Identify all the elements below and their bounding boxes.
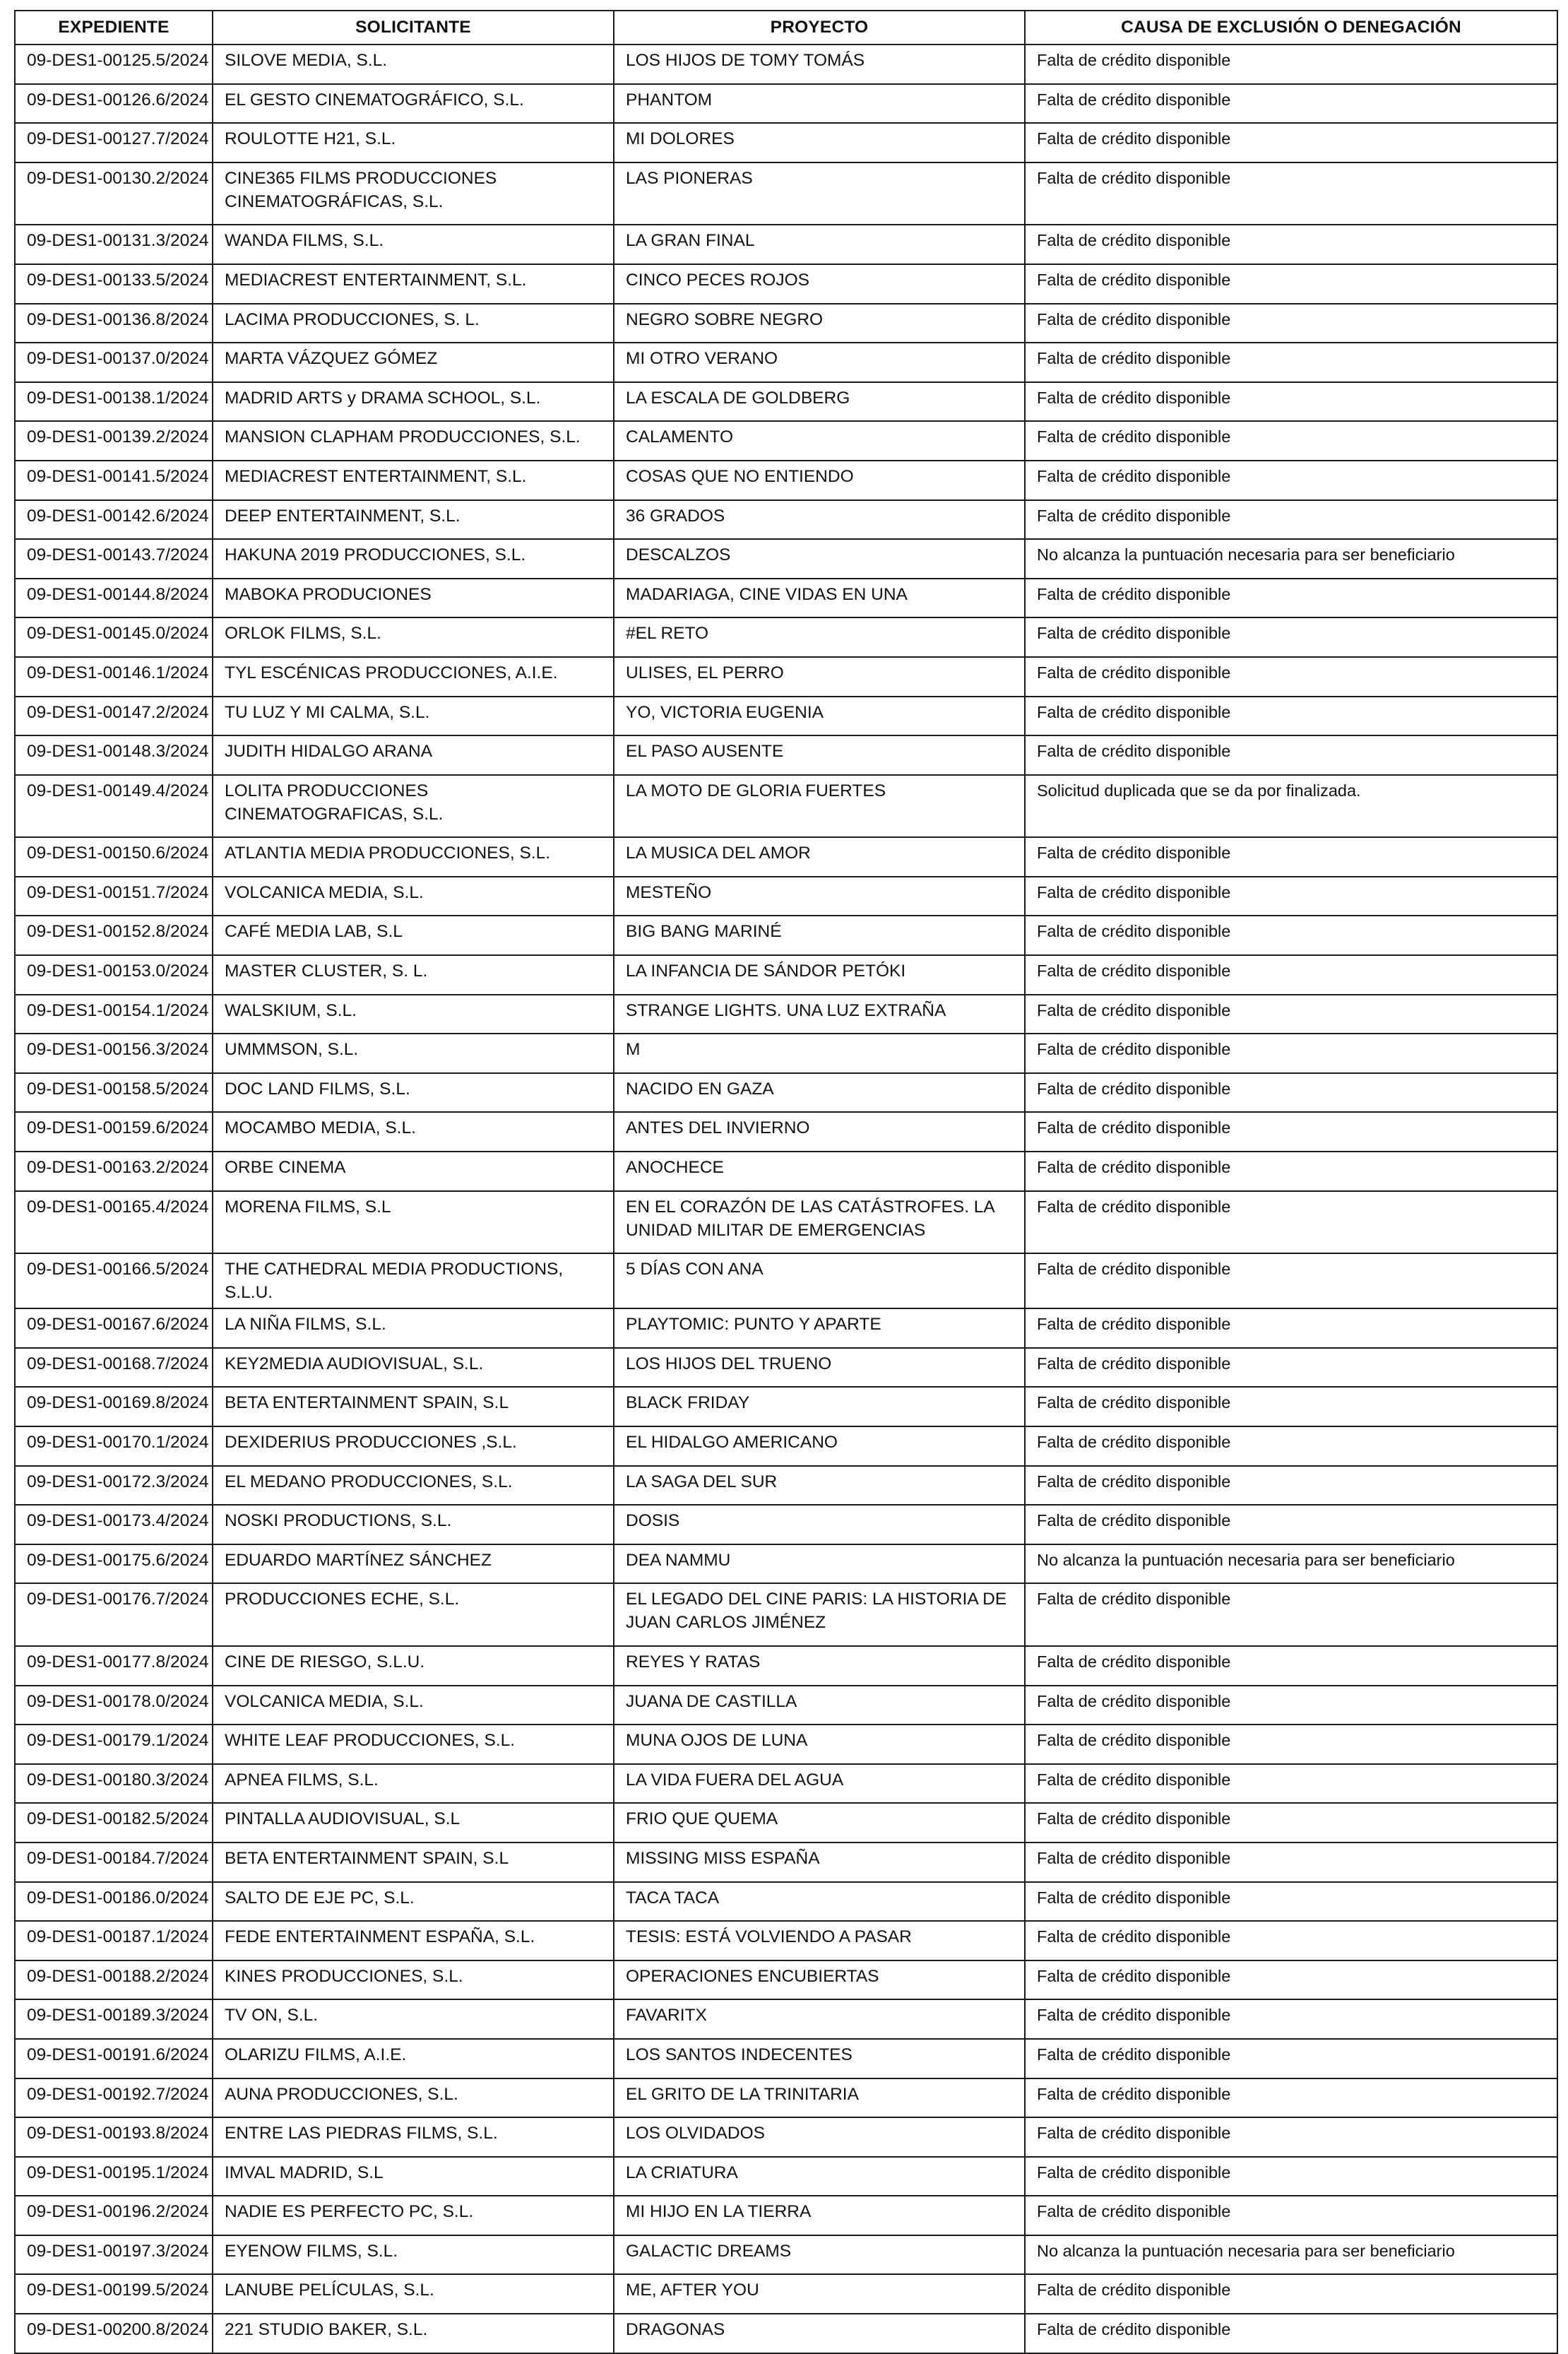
cell-solicitante: LOLITA PRODUCCIONES CINEMATOGRAFICAS, S.L. [213,775,614,838]
table-row [15,1505,1557,1544]
cell-solicitante: EL MEDANO PRODUCCIONES, S.L. [213,1466,614,1506]
cell-solicitante: MABOKA PRODUCIONES [213,579,614,618]
cell-proyecto: DEA NAMMU [614,1544,1025,1584]
cell-proyecto: YO, VICTORIA EUGENIA [614,697,1025,736]
cell-causa: Falta de crédito disponible [1025,304,1557,343]
cell-proyecto: LA GRAN FINAL [614,225,1025,264]
cell-expediente: 09-DES1-00200.8/2024 [15,2314,213,2353]
cell-proyecto: GALACTIC DREAMS [614,2235,1025,2275]
cell-solicitante: NADIE ES PERFECTO PC, S.L. [213,2196,614,2235]
cell-causa: Falta de crédito disponible [1025,1999,1557,2039]
table-row [15,343,1557,382]
table-row [15,461,1557,500]
cell-solicitante: EDUARDO MARTÍNEZ SÁNCHEZ [213,1544,614,1584]
cell-causa: Falta de crédito disponible [1025,461,1557,500]
cell-causa: Falta de crédito disponible [1025,1152,1557,1191]
cell-expediente: 09-DES1-00177.8/2024 [15,1646,213,1686]
cell-causa: Falta de crédito disponible [1025,657,1557,697]
cell-causa: Falta de crédito disponible [1025,500,1557,540]
cell-proyecto: MUNA OJOS DE LUNA [614,1725,1025,1764]
table-row [15,2039,1557,2078]
table-row [15,162,1557,225]
cell-expediente: 09-DES1-00146.1/2024 [15,657,213,697]
cell-proyecto: CINCO PECES ROJOS [614,264,1025,304]
cell-proyecto: MESTEÑO [614,877,1025,916]
table-row [15,775,1557,838]
cell-causa: Falta de crédito disponible [1025,735,1557,775]
cell-proyecto: LA ESCALA DE GOLDBERG [614,382,1025,422]
cell-proyecto: NACIDO EN GAZA [614,1073,1025,1113]
table-row [15,1725,1557,1764]
cell-expediente: 09-DES1-00149.4/2024 [15,775,213,838]
cell-proyecto: LAS PIONERAS [614,162,1025,225]
table-row [15,657,1557,697]
cell-causa: Falta de crédito disponible [1025,1725,1557,1764]
cell-proyecto: LA CRIATURA [614,2157,1025,2196]
table-row [15,1112,1557,1152]
cell-proyecto: CALAMENTO [614,421,1025,461]
cell-proyecto: LOS HIJOS DE TOMY TOMÁS [614,45,1025,84]
cell-expediente: 09-DES1-00133.5/2024 [15,264,213,304]
table-header [15,11,1557,45]
cell-solicitante: SILOVE MEDIA, S.L. [213,45,614,84]
table-row [15,2196,1557,2235]
table-row [15,421,1557,461]
table-row [15,1348,1557,1388]
table-row [15,1308,1557,1348]
cell-solicitante: AUNA PRODUCCIONES, S.L. [213,2078,614,2118]
cell-causa: Falta de crédito disponible [1025,1764,1557,1804]
cell-solicitante: MASTER CLUSTER, S. L. [213,955,614,995]
cell-proyecto: LA SAGA DEL SUR [614,1466,1025,1506]
cell-causa: Solicitud duplicada que se da por finalizada. [1025,775,1557,838]
cell-causa: Falta de crédito disponible [1025,697,1557,736]
cell-causa: Falta de crédito disponible [1025,1387,1557,1426]
table-row [15,1583,1557,1646]
cell-solicitante: OLARIZU FILMS, A.I.E. [213,2039,614,2078]
cell-causa: No alcanza la puntuación necesaria para ser beneficiario [1025,2235,1557,2275]
cell-solicitante: BETA ENTERTAINMENT SPAIN, S.L [213,1843,614,1882]
cell-proyecto: JUANA DE CASTILLA [614,1686,1025,1725]
table-row [15,1646,1557,1686]
cell-causa: Falta de crédito disponible [1025,877,1557,916]
table-row [15,2157,1557,2196]
cell-proyecto: EL GRITO DE LA TRINITARIA [614,2078,1025,2118]
cell-expediente: 09-DES1-00166.5/2024 [15,1253,213,1308]
cell-expediente: 09-DES1-00176.7/2024 [15,1583,213,1646]
cell-causa: Falta de crédito disponible [1025,382,1557,422]
cell-causa: Falta de crédito disponible [1025,1882,1557,1922]
table-row [15,304,1557,343]
cell-causa: Falta de crédito disponible [1025,1348,1557,1388]
cell-causa: Falta de crédito disponible [1025,45,1557,84]
header-solicitante: SOLICITANTE [213,11,614,45]
cell-expediente: 09-DES1-00138.1/2024 [15,382,213,422]
cell-solicitante: MADRID ARTS y DRAMA SCHOOL, S.L. [213,382,614,422]
cell-proyecto: EN EL CORAZÓN DE LAS CATÁSTROFES. LA UNIDAD MILITAR DE EMERGENCIAS [614,1191,1025,1254]
cell-causa: Falta de crédito disponible [1025,1505,1557,1544]
cell-proyecto: 36 GRADOS [614,500,1025,540]
table-row [15,2274,1557,2314]
cell-solicitante: VOLCANICA MEDIA, S.L. [213,1686,614,1725]
cell-proyecto: BLACK FRIDAY [614,1387,1025,1426]
cell-expediente: 09-DES1-00175.6/2024 [15,1544,213,1584]
cell-causa: Falta de crédito disponible [1025,225,1557,264]
cell-solicitante: KINES PRODUCCIONES, S.L. [213,1960,614,2000]
table-row [15,837,1557,877]
table-row [15,1034,1557,1073]
table-row [15,2314,1557,2353]
cell-proyecto: OPERACIONES ENCUBIERTAS [614,1960,1025,2000]
table-row [15,916,1557,955]
cell-causa: Falta de crédito disponible [1025,84,1557,124]
table-row [15,995,1557,1034]
cell-expediente: 09-DES1-00159.6/2024 [15,1112,213,1152]
cell-expediente: 09-DES1-00154.1/2024 [15,995,213,1034]
cell-causa: Falta de crédito disponible [1025,955,1557,995]
cell-expediente: 09-DES1-00147.2/2024 [15,697,213,736]
table-row [15,1253,1557,1308]
cell-causa: Falta de crédito disponible [1025,1466,1557,1506]
cell-solicitante: MOCAMBO MEDIA, S.L. [213,1112,614,1152]
cell-causa: Falta de crédito disponible [1025,837,1557,877]
cell-expediente: 09-DES1-00130.2/2024 [15,162,213,225]
cell-solicitante: FEDE ENTERTAINMENT ESPAÑA, S.L. [213,1921,614,1960]
cell-proyecto: MI HIJO EN LA TIERRA [614,2196,1025,2235]
table-row [15,45,1557,84]
cell-proyecto: PHANTOM [614,84,1025,124]
cell-expediente: 09-DES1-00148.3/2024 [15,735,213,775]
cell-causa: Falta de crédito disponible [1025,1112,1557,1152]
cell-solicitante: ROULOTTE H21, S.L. [213,123,614,162]
cell-expediente: 09-DES1-00191.6/2024 [15,2039,213,2078]
cell-expediente: 09-DES1-00173.4/2024 [15,1505,213,1544]
cell-causa: Falta de crédito disponible [1025,995,1557,1034]
cell-causa: Falta de crédito disponible [1025,1843,1557,1882]
cell-expediente: 09-DES1-00196.2/2024 [15,2196,213,2235]
cell-proyecto: TACA TACA [614,1882,1025,1922]
cell-causa: Falta de crédito disponible [1025,1803,1557,1843]
cell-causa: Falta de crédito disponible [1025,123,1557,162]
cell-solicitante: MANSION CLAPHAM PRODUCCIONES, S.L. [213,421,614,461]
cell-solicitante: KEY2MEDIA AUDIOVISUAL, S.L. [213,1348,614,1388]
cell-proyecto: TESIS: ESTÁ VOLVIENDO A PASAR [614,1921,1025,1960]
cell-causa: Falta de crédito disponible [1025,2314,1557,2353]
cell-causa: Falta de crédito disponible [1025,1308,1557,1348]
cell-causa: No alcanza la puntuación necesaria para ser beneficiario [1025,1544,1557,1584]
table-row [15,1387,1557,1426]
cell-expediente: 09-DES1-00131.3/2024 [15,225,213,264]
cell-proyecto: STRANGE LIGHTS. UNA LUZ EXTRAÑA [614,995,1025,1034]
cell-solicitante: BETA ENTERTAINMENT SPAIN, S.L [213,1387,614,1426]
cell-expediente: 09-DES1-00167.6/2024 [15,1308,213,1348]
cell-expediente: 09-DES1-00136.8/2024 [15,304,213,343]
cell-solicitante: MEDIACREST ENTERTAINMENT, S.L. [213,461,614,500]
table-row [15,1882,1557,1922]
table-row [15,1073,1557,1113]
cell-proyecto: MISSING MISS ESPAÑA [614,1843,1025,1882]
cell-causa: Falta de crédito disponible [1025,2274,1557,2314]
cell-solicitante: WANDA FILMS, S.L. [213,225,614,264]
cell-solicitante: WHITE LEAF PRODUCCIONES, S.L. [213,1725,614,1764]
cell-causa: Falta de crédito disponible [1025,421,1557,461]
cell-expediente: 09-DES1-00180.3/2024 [15,1764,213,1804]
cell-proyecto: REYES Y RATAS [614,1646,1025,1686]
cell-expediente: 09-DES1-00182.5/2024 [15,1803,213,1843]
cell-proyecto: ULISES, EL PERRO [614,657,1025,697]
cell-solicitante: CINE365 FILMS PRODUCCIONES CINEMATOGRÁFICAS, S.L. [213,162,614,225]
cell-proyecto: 5 DÍAS CON ANA [614,1253,1025,1308]
cell-causa: Falta de crédito disponible [1025,1426,1557,1466]
cell-expediente: 09-DES1-00184.7/2024 [15,1843,213,1882]
cell-solicitante: ORLOK FILMS, S.L. [213,617,614,657]
cell-solicitante: JUDITH HIDALGO ARANA [213,735,614,775]
cell-expediente: 09-DES1-00168.7/2024 [15,1348,213,1388]
table-row [15,1191,1557,1254]
cell-solicitante: ENTRE LAS PIEDRAS FILMS, S.L. [213,2117,614,2157]
table-row [15,1803,1557,1843]
cell-proyecto: M [614,1034,1025,1073]
cell-expediente: 09-DES1-00178.0/2024 [15,1686,213,1725]
table-row [15,735,1557,775]
cell-solicitante: DEXIDERIUS PRODUCCIONES ,S.L. [213,1426,614,1466]
cell-proyecto: LA MOTO DE GLORIA FUERTES [614,775,1025,838]
cell-solicitante: WALSKIUM, S.L. [213,995,614,1034]
cell-expediente: 09-DES1-00152.8/2024 [15,916,213,955]
cell-solicitante: 221 STUDIO BAKER, S.L. [213,2314,614,2353]
cell-solicitante: CINE DE RIESGO, S.L.U. [213,1646,614,1686]
cell-solicitante: MORENA FILMS, S.L [213,1191,614,1254]
cell-expediente: 09-DES1-00156.3/2024 [15,1034,213,1073]
cell-solicitante: ORBE CINEMA [213,1152,614,1191]
table-row [15,1466,1557,1506]
cell-solicitante: LA NIÑA FILMS, S.L. [213,1308,614,1348]
cell-causa: Falta de crédito disponible [1025,916,1557,955]
cell-proyecto: ANOCHECE [614,1152,1025,1191]
cell-causa: Falta de crédito disponible [1025,1921,1557,1960]
cell-proyecto: FAVARITX [614,1999,1025,2039]
cell-proyecto: ME, AFTER YOU [614,2274,1025,2314]
cell-solicitante: APNEA FILMS, S.L. [213,1764,614,1804]
cell-solicitante: DEEP ENTERTAINMENT, S.L. [213,500,614,540]
cell-causa: Falta de crédito disponible [1025,162,1557,225]
cell-expediente: 09-DES1-00127.7/2024 [15,123,213,162]
cell-solicitante: NOSKI PRODUCTIONS, S.L. [213,1505,614,1544]
cell-expediente: 09-DES1-00142.6/2024 [15,500,213,540]
cell-proyecto: LA INFANCIA DE SÁNDOR PETÓKI [614,955,1025,995]
table-row [15,1843,1557,1882]
cell-solicitante: EL GESTO CINEMATOGRÁFICO, S.L. [213,84,614,124]
cell-solicitante: UMMMSON, S.L. [213,1034,614,1073]
cell-proyecto: LA VIDA FUERA DEL AGUA [614,1764,1025,1804]
cell-causa: Falta de crédito disponible [1025,1646,1557,1686]
cell-causa: Falta de crédito disponible [1025,2078,1557,2118]
cell-proyecto: DOSIS [614,1505,1025,1544]
exclusion-table [14,10,1558,2354]
table-row [15,2117,1557,2157]
cell-proyecto: EL LEGADO DEL CINE PARIS: LA HISTORIA DE JUAN CARLOS JIMÉNEZ [614,1583,1025,1646]
table-row [15,264,1557,304]
cell-expediente: 09-DES1-00188.2/2024 [15,1960,213,2000]
cell-expediente: 09-DES1-00143.7/2024 [15,539,213,579]
cell-expediente: 09-DES1-00150.6/2024 [15,837,213,877]
cell-proyecto: ANTES DEL INVIERNO [614,1112,1025,1152]
table-row [15,955,1557,995]
cell-proyecto: NEGRO SOBRE NEGRO [614,304,1025,343]
cell-expediente: 09-DES1-00144.8/2024 [15,579,213,618]
table-row [15,1960,1557,2000]
cell-causa: Falta de crédito disponible [1025,579,1557,618]
table-row [15,382,1557,422]
table-row [15,123,1557,162]
cell-expediente: 09-DES1-00170.1/2024 [15,1426,213,1466]
cell-causa: Falta de crédito disponible [1025,264,1557,304]
cell-expediente: 09-DES1-00137.0/2024 [15,343,213,382]
cell-expediente: 09-DES1-00199.5/2024 [15,2274,213,2314]
table-row [15,84,1557,124]
cell-proyecto: EL PASO AUSENTE [614,735,1025,775]
cell-solicitante: MARTA VÁZQUEZ GÓMEZ [213,343,614,382]
cell-expediente: 09-DES1-00126.6/2024 [15,84,213,124]
table-row [15,1686,1557,1725]
cell-causa: Falta de crédito disponible [1025,1073,1557,1113]
cell-causa: Falta de crédito disponible [1025,2117,1557,2157]
table-row [15,1544,1557,1584]
cell-causa: Falta de crédito disponible [1025,617,1557,657]
cell-proyecto: MI DOLORES [614,123,1025,162]
cell-expediente: 09-DES1-00151.7/2024 [15,877,213,916]
header-causa: CAUSA DE EXCLUSIÓN O DENEGACIÓN [1025,11,1557,45]
cell-solicitante: LACIMA PRODUCCIONES, S. L. [213,304,614,343]
table-row [15,617,1557,657]
cell-causa: Falta de crédito disponible [1025,1686,1557,1725]
table-row [15,1152,1557,1191]
cell-proyecto: LOS HIJOS DEL TRUENO [614,1348,1025,1388]
cell-solicitante: THE CATHEDRAL MEDIA PRODUCTIONS, S.L.U. [213,1253,614,1308]
cell-proyecto: BIG BANG MARINÉ [614,916,1025,955]
table-row [15,1921,1557,1960]
cell-causa: Falta de crédito disponible [1025,2039,1557,2078]
cell-expediente: 09-DES1-00189.3/2024 [15,1999,213,2039]
cell-solicitante: TV ON, S.L. [213,1999,614,2039]
cell-expediente: 09-DES1-00193.8/2024 [15,2117,213,2157]
cell-expediente: 09-DES1-00141.5/2024 [15,461,213,500]
cell-expediente: 09-DES1-00187.1/2024 [15,1921,213,1960]
cell-expediente: 09-DES1-00125.5/2024 [15,45,213,84]
cell-proyecto: DRAGONAS [614,2314,1025,2353]
cell-solicitante: HAKUNA 2019 PRODUCCIONES, S.L. [213,539,614,579]
cell-expediente: 09-DES1-00169.8/2024 [15,1387,213,1426]
table-row [15,500,1557,540]
cell-solicitante: TYL ESCÉNICAS PRODUCCIONES, A.I.E. [213,657,614,697]
cell-expediente: 09-DES1-00139.2/2024 [15,421,213,461]
table-row [15,877,1557,916]
header-proyecto: PROYECTO [614,11,1025,45]
cell-causa: Falta de crédito disponible [1025,2196,1557,2235]
cell-solicitante: DOC LAND FILMS, S.L. [213,1073,614,1113]
cell-proyecto: MADARIAGA, CINE VIDAS EN UNA [614,579,1025,618]
cell-proyecto: LA MUSICA DEL AMOR [614,837,1025,877]
cell-proyecto: #EL RETO [614,617,1025,657]
cell-proyecto: LOS SANTOS INDECENTES [614,2039,1025,2078]
cell-solicitante: SALTO DE EJE PC, S.L. [213,1882,614,1922]
table-row [15,225,1557,264]
table-body [15,45,1557,2353]
cell-expediente: 09-DES1-00197.3/2024 [15,2235,213,2275]
table-row [15,539,1557,579]
header-row [15,11,1557,45]
table-row [15,1764,1557,1804]
cell-causa: Falta de crédito disponible [1025,343,1557,382]
cell-solicitante: PRODUCCIONES ECHE, S.L. [213,1583,614,1646]
cell-proyecto: PLAYTOMIC: PUNTO Y APARTE [614,1308,1025,1348]
cell-solicitante: PINTALLA AUDIOVISUAL, S.L [213,1803,614,1843]
cell-solicitante: MEDIACREST ENTERTAINMENT, S.L. [213,264,614,304]
cell-solicitante: ATLANTIA MEDIA PRODUCCIONES, S.L. [213,837,614,877]
table-row [15,1999,1557,2039]
cell-causa: Falta de crédito disponible [1025,1191,1557,1254]
cell-solicitante: EYENOW FILMS, S.L. [213,2235,614,2275]
cell-proyecto: EL HIDALGO AMERICANO [614,1426,1025,1466]
cell-proyecto: DESCALZOS [614,539,1025,579]
cell-solicitante: CAFÉ MEDIA LAB, S.L [213,916,614,955]
cell-expediente: 09-DES1-00192.7/2024 [15,2078,213,2118]
cell-solicitante: VOLCANICA MEDIA, S.L. [213,877,614,916]
cell-causa: Falta de crédito disponible [1025,1253,1557,1308]
table-row [15,697,1557,736]
cell-expediente: 09-DES1-00186.0/2024 [15,1882,213,1922]
cell-expediente: 09-DES1-00158.5/2024 [15,1073,213,1113]
cell-causa: Falta de crédito disponible [1025,1960,1557,2000]
document-page [14,10,1557,2354]
cell-expediente: 09-DES1-00195.1/2024 [15,2157,213,2196]
cell-expediente: 09-DES1-00145.0/2024 [15,617,213,657]
table-row [15,2078,1557,2118]
cell-causa: Falta de crédito disponible [1025,1583,1557,1646]
table-row [15,1426,1557,1466]
cell-causa: No alcanza la puntuación necesaria para ser beneficiario [1025,539,1557,579]
cell-expediente: 09-DES1-00163.2/2024 [15,1152,213,1191]
cell-expediente: 09-DES1-00179.1/2024 [15,1725,213,1764]
table-row [15,2235,1557,2275]
cell-proyecto: FRIO QUE QUEMA [614,1803,1025,1843]
cell-proyecto: LOS OLVIDADOS [614,2117,1025,2157]
cell-expediente: 09-DES1-00165.4/2024 [15,1191,213,1254]
cell-proyecto: MI OTRO VERANO [614,343,1025,382]
header-expediente: EXPEDIENTE [15,11,213,45]
cell-solicitante: LANUBE PELÍCULAS, S.L. [213,2274,614,2314]
cell-causa: Falta de crédito disponible [1025,2157,1557,2196]
cell-solicitante: TU LUZ Y MI CALMA, S.L. [213,697,614,736]
cell-expediente: 09-DES1-00172.3/2024 [15,1466,213,1506]
cell-proyecto: COSAS QUE NO ENTIENDO [614,461,1025,500]
cell-expediente: 09-DES1-00153.0/2024 [15,955,213,995]
table-row [15,579,1557,618]
cell-solicitante: IMVAL MADRID, S.L [213,2157,614,2196]
cell-causa: Falta de crédito disponible [1025,1034,1557,1073]
